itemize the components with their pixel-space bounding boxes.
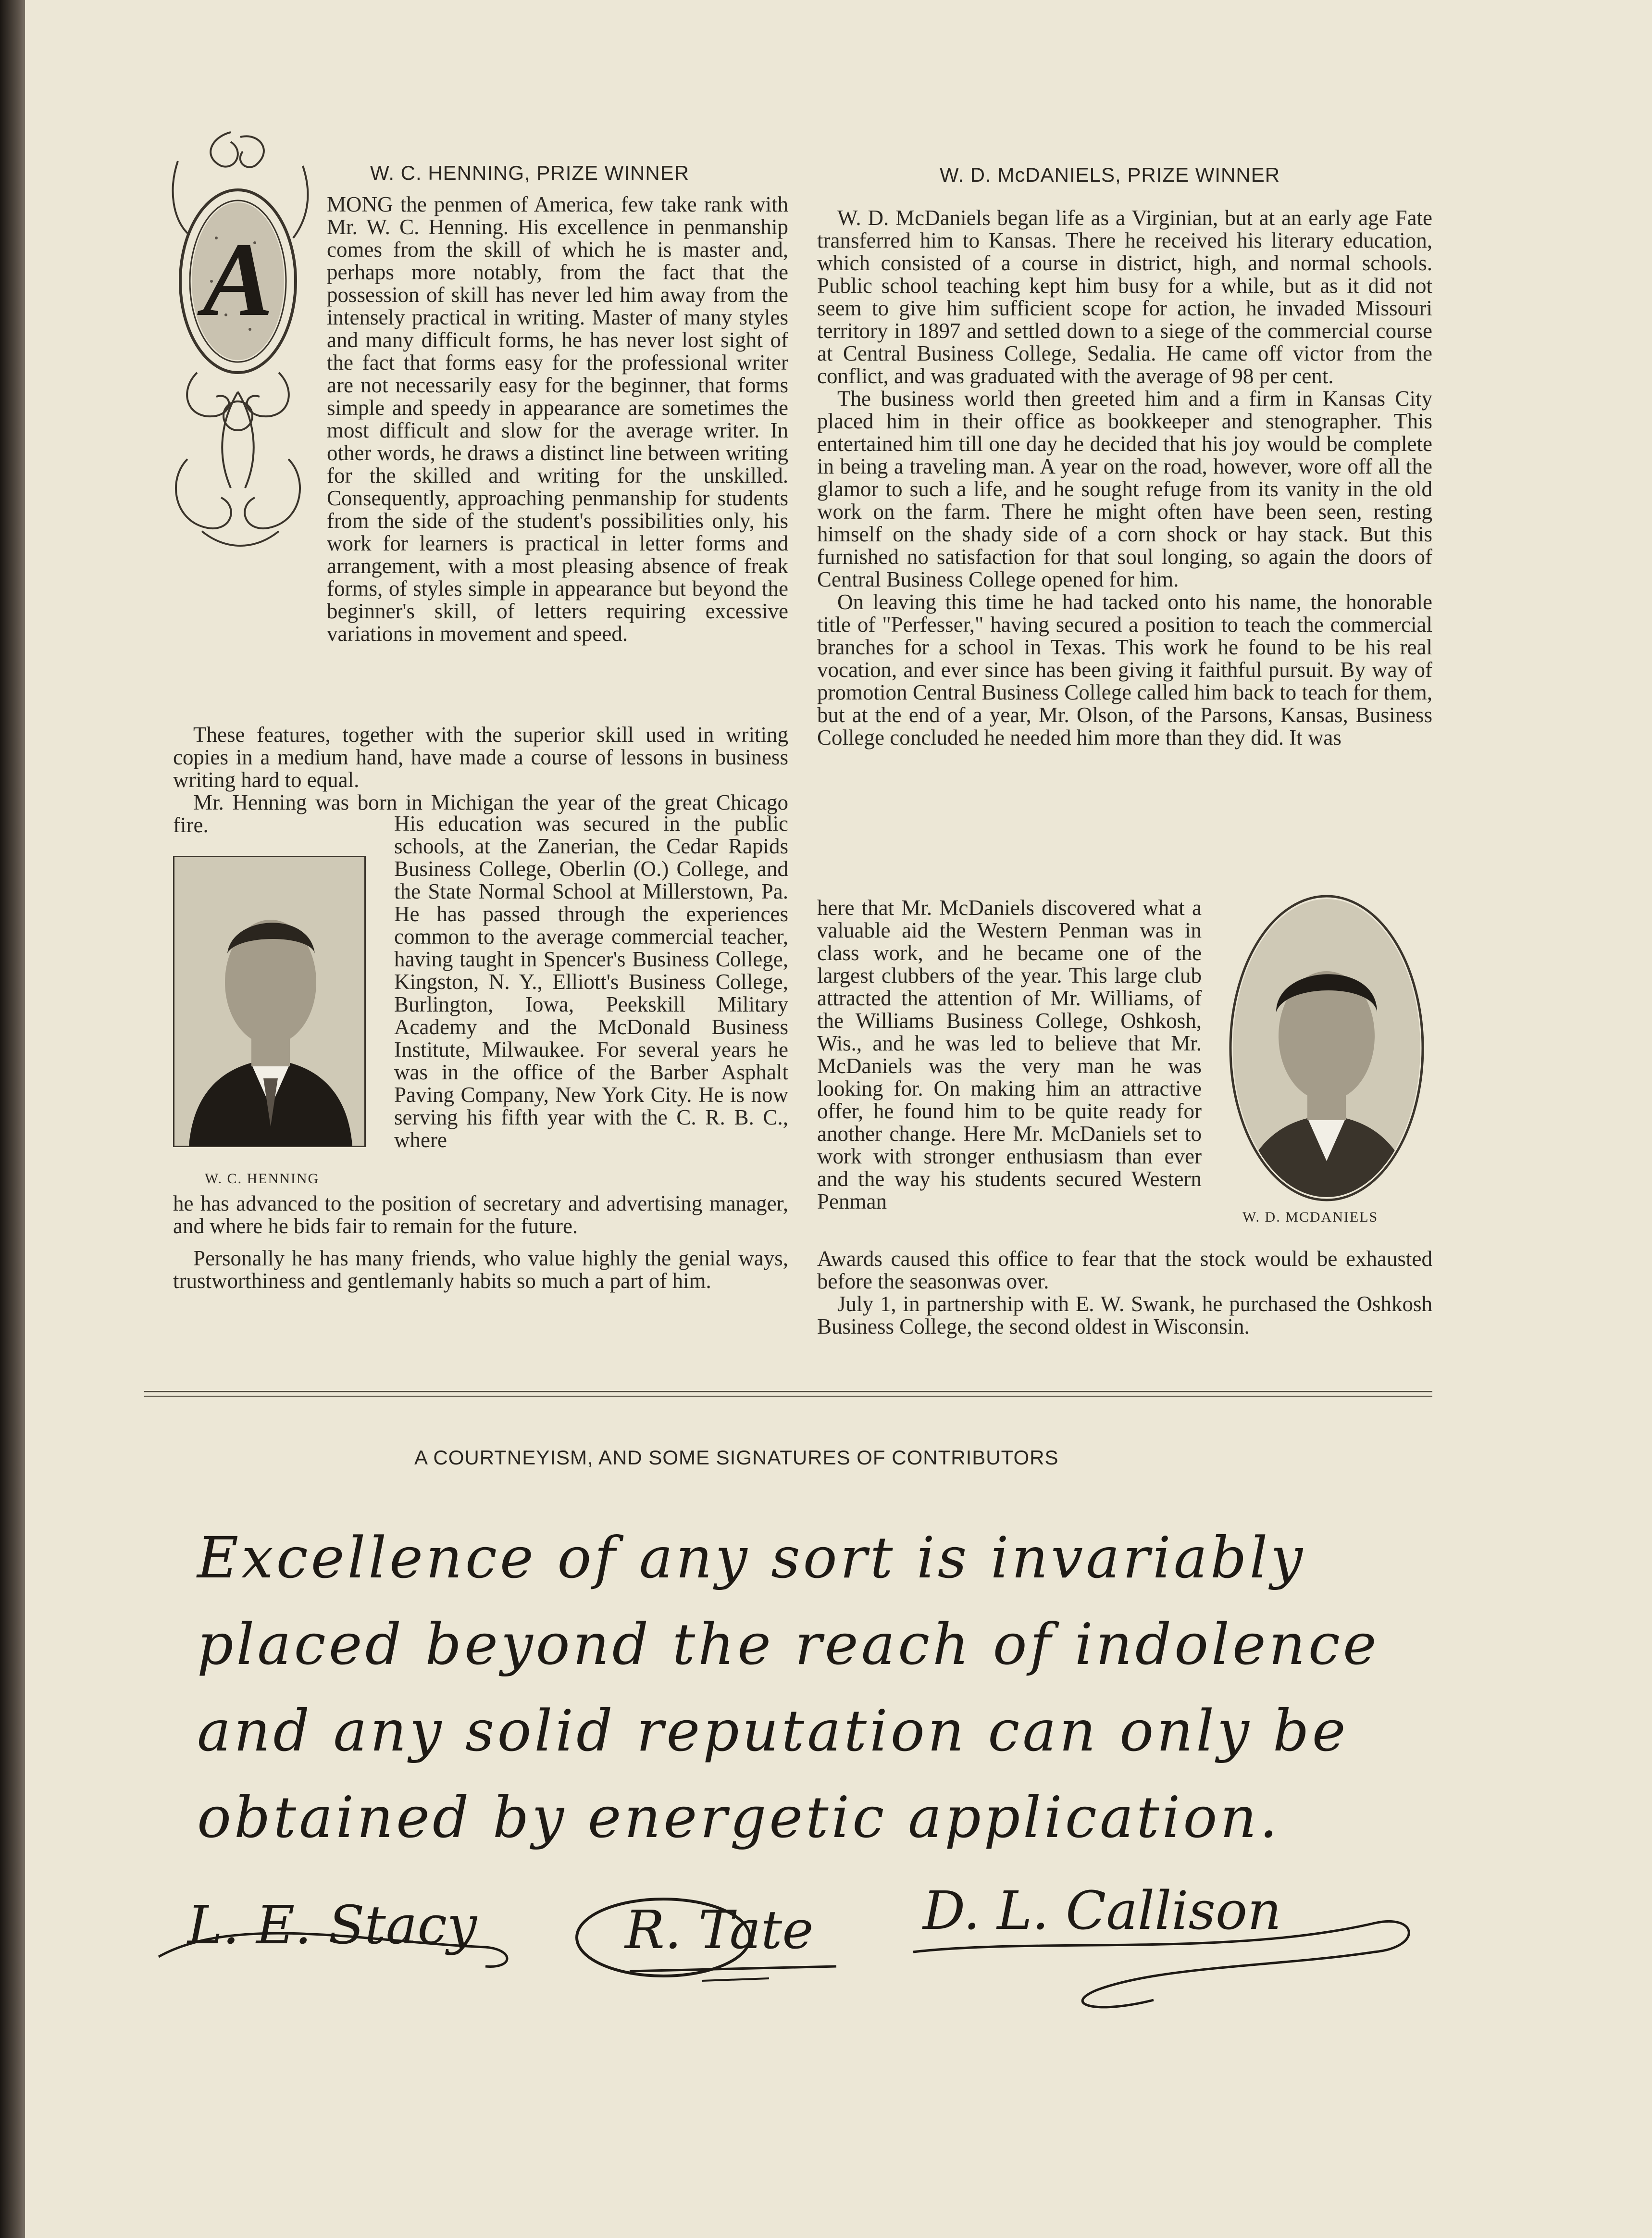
signature-tate xyxy=(567,1885,875,2000)
right-article-heading: W. D. McDANIELS, PRIZE WINNER xyxy=(940,163,1280,186)
right-para-4: July 1, in partnership with E. W. Swank, he purchased the Oshkosh Business College, the second oldest in Wisconsin. xyxy=(817,1292,1432,1338)
right-para-2: The business world then greeted him and a firm in Kansas City placed him in their office as bookkeeper and stenographer. This entertained him till one day he decided that his joy would be complete in being a traveling man. A year on the road, however, wore off all the glamor to such a life, and he sought refuge from its vanity in the old work on the farm. There he might often have been seen, resting himself on the shady side of a corn shock or hay stack. But this furnished no satisfaction for that soul longing, so again the doors of Central Business College opened for him. xyxy=(817,387,1432,591)
left-para-3-bottom-wrap xyxy=(173,1192,788,1292)
left-para-4: Personally he has many friends, who value highly the genial ways, trustworthiness and gentlemanly habits so much a part of him. xyxy=(173,1246,788,1293)
section-rule-top xyxy=(144,1391,1432,1392)
signature-callison-text: D. L. Callison xyxy=(923,1880,1281,1941)
script-line-2: placed beyond the reach of indolence xyxy=(197,1611,1379,1677)
left-article-heading: W. C. HENNING, PRIZE WINNER xyxy=(370,162,690,184)
right-para-3-bottom-wrap xyxy=(817,1248,1432,1338)
left-para-1-wrap xyxy=(327,192,788,646)
right-para-3-top: On leaving this time he had tacked onto his name, the honorable title of "Perfesser," having secured a position to teach the commercial branches for a school in Texas. This work he found to be his real vocation, and ever since has been giving it faithful pursuit. By way of promotion Central Business College called him back to teach for them, but at the end of a year, Mr. Olson, of the Parsons, Kansas, Business College concluded he needed him more than they did. It was xyxy=(817,590,1432,750)
signature-callison xyxy=(894,1870,1442,2014)
right-para-1: W. D. McDaniels began life as a Virginian, but at an early age Fate transferred him to Kansas. There he received his literary education, which consisted of a course in district, high, and normal schools. Public school teaching kept him busy for a while, but as it did not seem to give him sufficient scope for action, he invaded Missouri territory in 1897 and settled down to a siege of the commercial course at Central Business College, Sedalia. He came off victor from the conflict, and was graduated with the average of 98 per cent. xyxy=(817,206,1432,388)
drop-cap-letter: A xyxy=(202,221,273,338)
henning-photo xyxy=(173,856,366,1147)
right-para-3-bottom: Awards caused this office to fear that the stock would be exhausted before the seasonwas over. xyxy=(817,1247,1432,1293)
left-para-1: MONG the penmen of America, few take rank with Mr. W. C. Henning. His excellence in penmanship comes from the skill of which he is master and, perhaps more notably, from the fact that the possession of skill has never led him away from the intensely practical in writing. Master of many styles and many difficult forms, he has never lost sight of the fact that forms easy for the professional writer are not necessarily easy for the beginner, that forms simple and speedy in appearance are sometimes the most difficult and slow for the average writer. In other words, he draws a distinct line between writing for the skilled and writing for the unskilled. Consequently, approaching penmanship for students from the side of the student's possibilities only, his work for learners is practical in letter forms and arrangement, with a most pleasing absence of freak forms, of styles simple in appearance but beyond the beginner's skill, of letters requiring excessive variations in movement and speed. xyxy=(327,192,788,646)
section-rule-bottom xyxy=(144,1396,1432,1397)
signature-stacy xyxy=(149,1885,534,1990)
henning-photo-caption: W. C. HENNING xyxy=(205,1171,320,1187)
signature-stacy-text: L. E. Stacy xyxy=(187,1894,477,1956)
mcdaniels-photo xyxy=(1228,892,1425,1204)
left-para-3-side: His education was secured in the public schools, at the Zanerian, the Cedar Rapids Business College, Oberlin (O.) College, and the State Normal School at Millerstown, Pa. He has passed through the experiences common to the average commercial teacher, having taught in Spencer's Business College, Kingston, N. Y., Elliott's Business College, Burlington, Iowa, Peekskill Military Academy and the McDonald Business Institute, Milwaukee. For several years he was in the office of the Barber Asphalt Paving Company, New York City. He is now serving his fifth year with the C. R. B. C., where xyxy=(394,812,788,1152)
script-line-4: obtained by energetic application. xyxy=(197,1784,1280,1850)
right-para-top-wrap xyxy=(817,207,1432,749)
script-line-1: Excellence of any sort is invariably xyxy=(197,1525,1306,1591)
left-para-3-side-wrap xyxy=(394,813,788,1151)
drop-cap-ornament xyxy=(159,123,317,565)
left-para-3-top: Mr. Henning was born in Michigan the year of the great Chicago fire. xyxy=(173,790,788,837)
left-para-2: These features, together with the superior skill used in writing copies in a medium hand, have made a course of lessons in business writing hard to equal. xyxy=(173,723,788,792)
left-para-3-bottom: he has advanced to the position of secretary and advertising manager, and where he bids fair to remain for the future. xyxy=(173,1191,788,1238)
script-line-3: and any solid reputation can only be xyxy=(197,1698,1349,1764)
right-para-3-side: here that Mr. McDaniels discovered what a valuable aid the Western Penman was in class work, and he became one of the largest clubbers of the year. This large club attracted the attention of Mr. Williams, of the Williams Business College, Oshkosh, Wis., and he was led to believe that Mr. McDaniels was the very man he was looking for. On making him an attractive offer, he found him to be quite ready for another change. Here Mr. McDaniels set to work with stronger enthusiasm than ever and the way his students secured Western Penman xyxy=(817,896,1202,1213)
mcdaniels-photo-caption: W. D. MCDANIELS xyxy=(1242,1209,1379,1225)
courtneyism-heading: A COURTNEYISM, AND SOME SIGNATURES OF CONTRIBUTORS xyxy=(414,1446,1059,1469)
right-para-3-side-wrap xyxy=(817,897,1202,1213)
courtneyism-script xyxy=(197,1514,1437,1861)
contributor-signatures xyxy=(144,1865,1442,2024)
signature-tate-text: R. Tate xyxy=(625,1899,814,1961)
